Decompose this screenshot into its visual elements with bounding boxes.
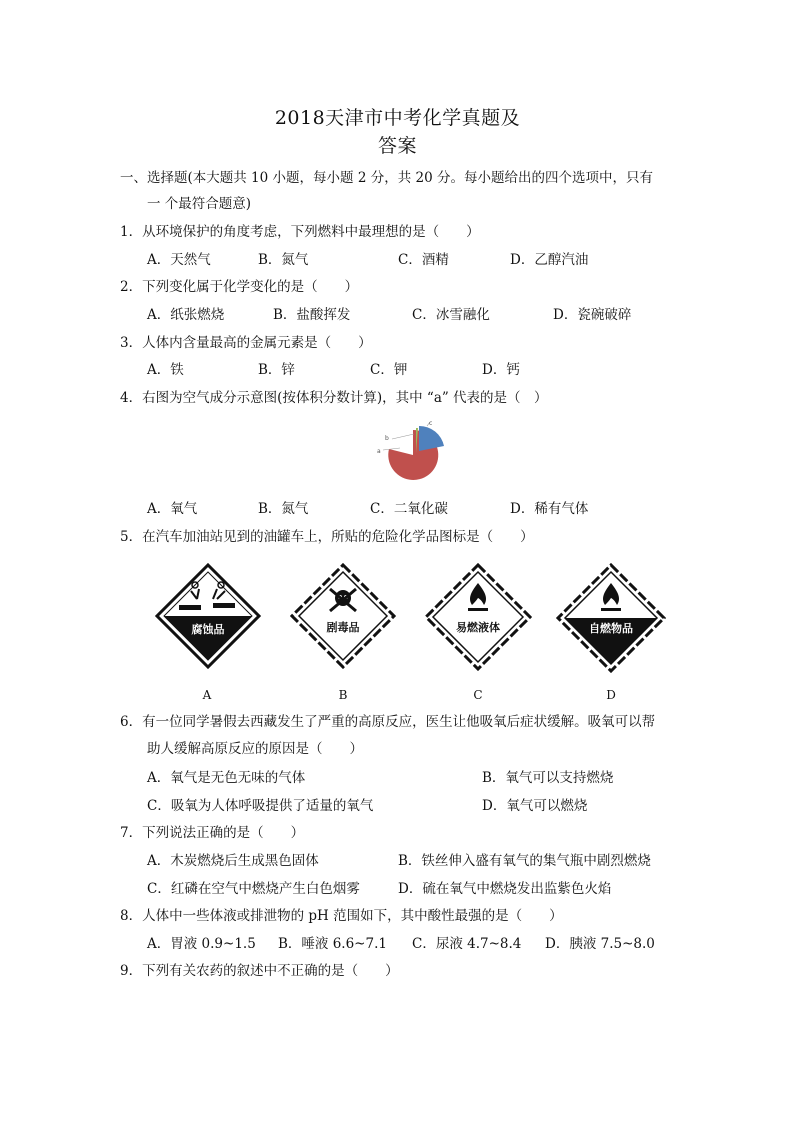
page-title-answer: 答案: [377, 135, 417, 157]
q1-option-b: B．氮气: [258, 252, 309, 268]
q6-option-b: B．氧气可以支持燃烧: [482, 770, 614, 786]
q8-option-a: A．胃液 0.9~1.5: [147, 936, 256, 952]
q3-option-b: B．锌: [258, 362, 295, 378]
q5-stem: 5．在汽车加油站见到的油罐车上，所贴的危险化学品图标是（ ）: [120, 529, 534, 545]
sign-letter-d: D: [606, 688, 616, 702]
q7-option-b: B．铁丝伸入盛有氧气的集气瓶中剧烈燃烧: [398, 853, 651, 869]
toxic-sign-label: 剧毒品: [326, 621, 360, 634]
q4-option-a: A．氧气: [147, 501, 198, 517]
section-intro-line2: 一 个最符合题意): [147, 196, 252, 212]
q8-option-d: D．胰液 7.5~8.0: [545, 936, 655, 952]
q1-option-c: C．酒精: [398, 252, 449, 268]
q6-option-d: D．氧气可以燃烧: [482, 798, 588, 814]
flammable-liquid-sign: [424, 563, 532, 671]
pie-slice-c: [419, 426, 444, 451]
flammable-liquid-sign-label: 易燃液体: [456, 621, 500, 634]
q3-option-a: A．铁: [147, 362, 184, 378]
q3-stem: 3．人体内含量最高的金属元素是（ ）: [120, 335, 372, 351]
q6-option-a: A．氧气是无色无味的气体: [147, 770, 306, 786]
q8-option-b: B．唾液 6.6~7.1: [278, 936, 387, 952]
q8-stem: 8．人体中一些体液或排泄物的 pH 范围如下，其中酸性最强的是（ ）: [120, 908, 563, 924]
q6-stem-line1: 6．有一位同学暑假去西藏发生了严重的高原反应，医生让他吸氧后症状缓解。吸氧可以帮: [120, 714, 656, 730]
q6-stem-line2: 助人缓解高原反应的原因是（ ）: [147, 741, 363, 757]
q7-option-c: C．红磷在空气中燃烧产生白色烟雾: [147, 881, 360, 897]
q8-option-c: C．尿液 4.7~8.4: [412, 936, 522, 952]
q4-option-b: B．氮气: [258, 501, 309, 517]
corrosive-sign: [155, 563, 261, 669]
sign-letter-a: A: [202, 688, 212, 702]
q7-option-a: A．木炭燃烧后生成黑色固体: [147, 853, 319, 869]
q1-stem: 1．从环境保护的角度考虑，下列燃料中最理想的是（ ）: [120, 224, 480, 240]
q4-option-c: C．二氧化碳: [370, 501, 448, 517]
pie-label-a: a: [377, 448, 381, 455]
q1-option-d: D．乙醇汽油: [510, 252, 589, 268]
toxic-sign: [290, 563, 396, 669]
corrosive-sign-label: 腐蚀品: [191, 623, 225, 636]
q2-option-c: C．冰雪融化: [412, 307, 490, 323]
q2-option-a: A．纸张燃烧: [147, 307, 225, 323]
q3-option-d: D．钙: [482, 362, 520, 378]
q3-option-c: C．钾: [370, 362, 408, 378]
q9-stem: 9．下列有关农药的叙述中不正确的是（ ）: [120, 963, 399, 979]
page-title: 2018天津市中考化学真题及: [274, 107, 521, 129]
q7-option-d: D．硫在氧气中燃烧发出监紫色火焰: [398, 881, 612, 897]
spontaneous-combustion-sign-label: 自燃物品: [589, 622, 633, 635]
q4-stem: 4．右图为空气成分示意图(按体积分数计算)，其中 “a” 代表的是（ ）: [120, 390, 548, 406]
q2-option-b: B．盐酸挥发: [273, 307, 351, 323]
section-intro-line1: 一、选择题(本大题共 10 小题，每小题 2 分，共 20 分。每小题给出的四个选项中，只有: [120, 170, 653, 186]
sign-letter-c: C: [473, 688, 483, 702]
q2-option-d: D．瓷碗破碎: [553, 307, 632, 323]
spontaneous-combustion-sign: [556, 563, 666, 673]
q6-option-c: C．吸氧为人体呼吸提供了适量的氧气: [147, 798, 374, 814]
q2-stem: 2．下列变化属于化学变化的是（ ）: [120, 279, 359, 295]
pie-label-c: c: [429, 420, 433, 427]
sign-letter-b: B: [338, 688, 348, 702]
air-composition-pie: [370, 418, 450, 498]
q4-option-d: D．稀有气体: [510, 501, 589, 517]
q1-option-a: A．天然气: [147, 252, 211, 268]
pie-label-b: b: [385, 435, 389, 442]
q7-stem: 7．下列说法正确的是（ ）: [120, 825, 305, 841]
